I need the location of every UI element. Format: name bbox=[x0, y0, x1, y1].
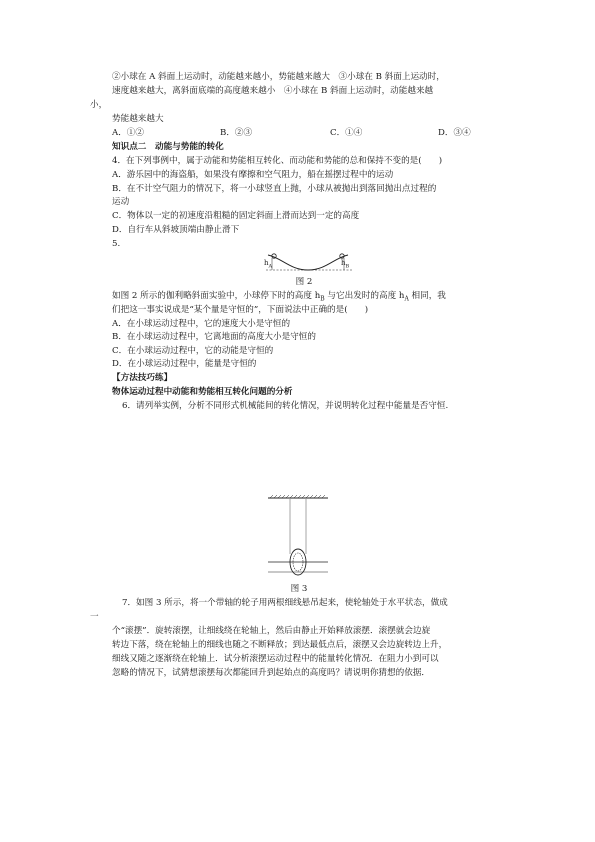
q7-line3: 个“滚摆”．旋转滚摆，让细线绕在轮轴上，然后由静止开始释放滚摆．滚摆就会边旋 bbox=[112, 626, 431, 636]
q7-line6: 忽略的情况下，试猜想滚摆每次都能回升到起始点的高度吗？请说明你猜想的依据． bbox=[112, 668, 430, 678]
q4-option-d: D．自行车从斜坡顶端由静止滑下 bbox=[112, 225, 240, 235]
q4-option-a: A．游乐园中的海盗船，如果没有摩擦和空气阻力，船在摇摆过程中的运动 bbox=[112, 170, 394, 180]
q3-stem-line2: 速度越来越大，离斜面底端的高度越来越小 ④小球在 B 斜面上运动时，动能越来越 bbox=[112, 86, 434, 96]
q3-option-c: C．①④ bbox=[330, 128, 363, 138]
q5-stem-line2: 们把这一事实说成是“某个量是守恒的”，下面说法中正确的是( ) bbox=[112, 305, 369, 315]
q7-line4: 转边下落，绕在轮轴上的细线也随之不断释放；到达最低点后，滚摆又会边旋转边上升， bbox=[112, 640, 448, 650]
q5-option-b: B．在小球运动过程中，它离地面的高度大小是守恒的 bbox=[112, 332, 316, 342]
q7-line5: 细线又随之逐渐绕在轮轴上．试分析滚摆运动过程中的能量转化情况．在阻力小到可以 bbox=[112, 654, 439, 664]
method-subtitle: 物体运动过程中动能和势能相互转化问题的分析 bbox=[112, 387, 293, 397]
q3-stem-line4: 势能越来越大 bbox=[112, 114, 164, 124]
q4-option-c: C．物体以一定的初速度沿粗糙的固定斜面上滑而达到一定的高度 bbox=[112, 211, 360, 221]
figure-2-label-ha: $h_A$ bbox=[264, 259, 273, 270]
section-title: 知识点二 动能与势能的转化 bbox=[112, 142, 224, 152]
q3-option-a: A．①② bbox=[112, 128, 144, 138]
figure-3-rolling-pendulum-diagram bbox=[262, 494, 334, 576]
q5-stem-line1: 如图 2 所示的伽利略斜面实验中，小球停下时的高度 $h_B$ 与它出发时的高度 $h_A$ 相同，我 bbox=[112, 291, 446, 303]
q7-line2: 一 bbox=[90, 612, 99, 622]
q3-option-d: D．③④ bbox=[438, 128, 471, 138]
q7-line1: 7．如图 3 所示，将一个带轴的轮子用两根细线悬吊起来，使轮轴处于水平状态，做成 bbox=[122, 598, 448, 608]
q4-option-b-line1: B．在不计空气阻力的情况下，将一小球竖直上抛，小球从被抛出到落回抛出点过程的 bbox=[112, 184, 437, 194]
q5-option-c: C．在小球运动过程中，它的动能是守恒的 bbox=[112, 346, 274, 356]
q5-option-d: D．在小球运动过程中，能量是守恒的 bbox=[112, 359, 257, 369]
q3-option-b: B．②③ bbox=[220, 128, 253, 138]
figure-3-caption: 图 3 bbox=[290, 584, 308, 594]
figure-2-caption: 图 2 bbox=[295, 277, 313, 287]
q5-number: 5. bbox=[112, 239, 121, 249]
method-title: 【方法技巧练】 bbox=[112, 373, 173, 383]
q4-option-b-line2: 运动 bbox=[112, 197, 130, 207]
q5-option-a: A．在小球运动过程中，它的速度大小是守恒的 bbox=[112, 319, 291, 329]
figure-2-label-hb: $h_B$ bbox=[341, 259, 350, 270]
q6-stem: 6．请列举实例，分析不同形式机械能间的转化情况，并说明转化过程中能量是否守恒. bbox=[122, 401, 449, 411]
q3-stem-line3: 小， bbox=[90, 100, 108, 110]
q3-stem-line1: ②小球在 A 斜面上运动时，动能越来越小，势能越来越大 ③小球在 B 斜面上运动时， bbox=[112, 72, 445, 82]
q4-stem: 4．在下列事例中，属于动能和势能相互转化、而动能和势能的总和保持不变的是( ) bbox=[112, 156, 443, 166]
